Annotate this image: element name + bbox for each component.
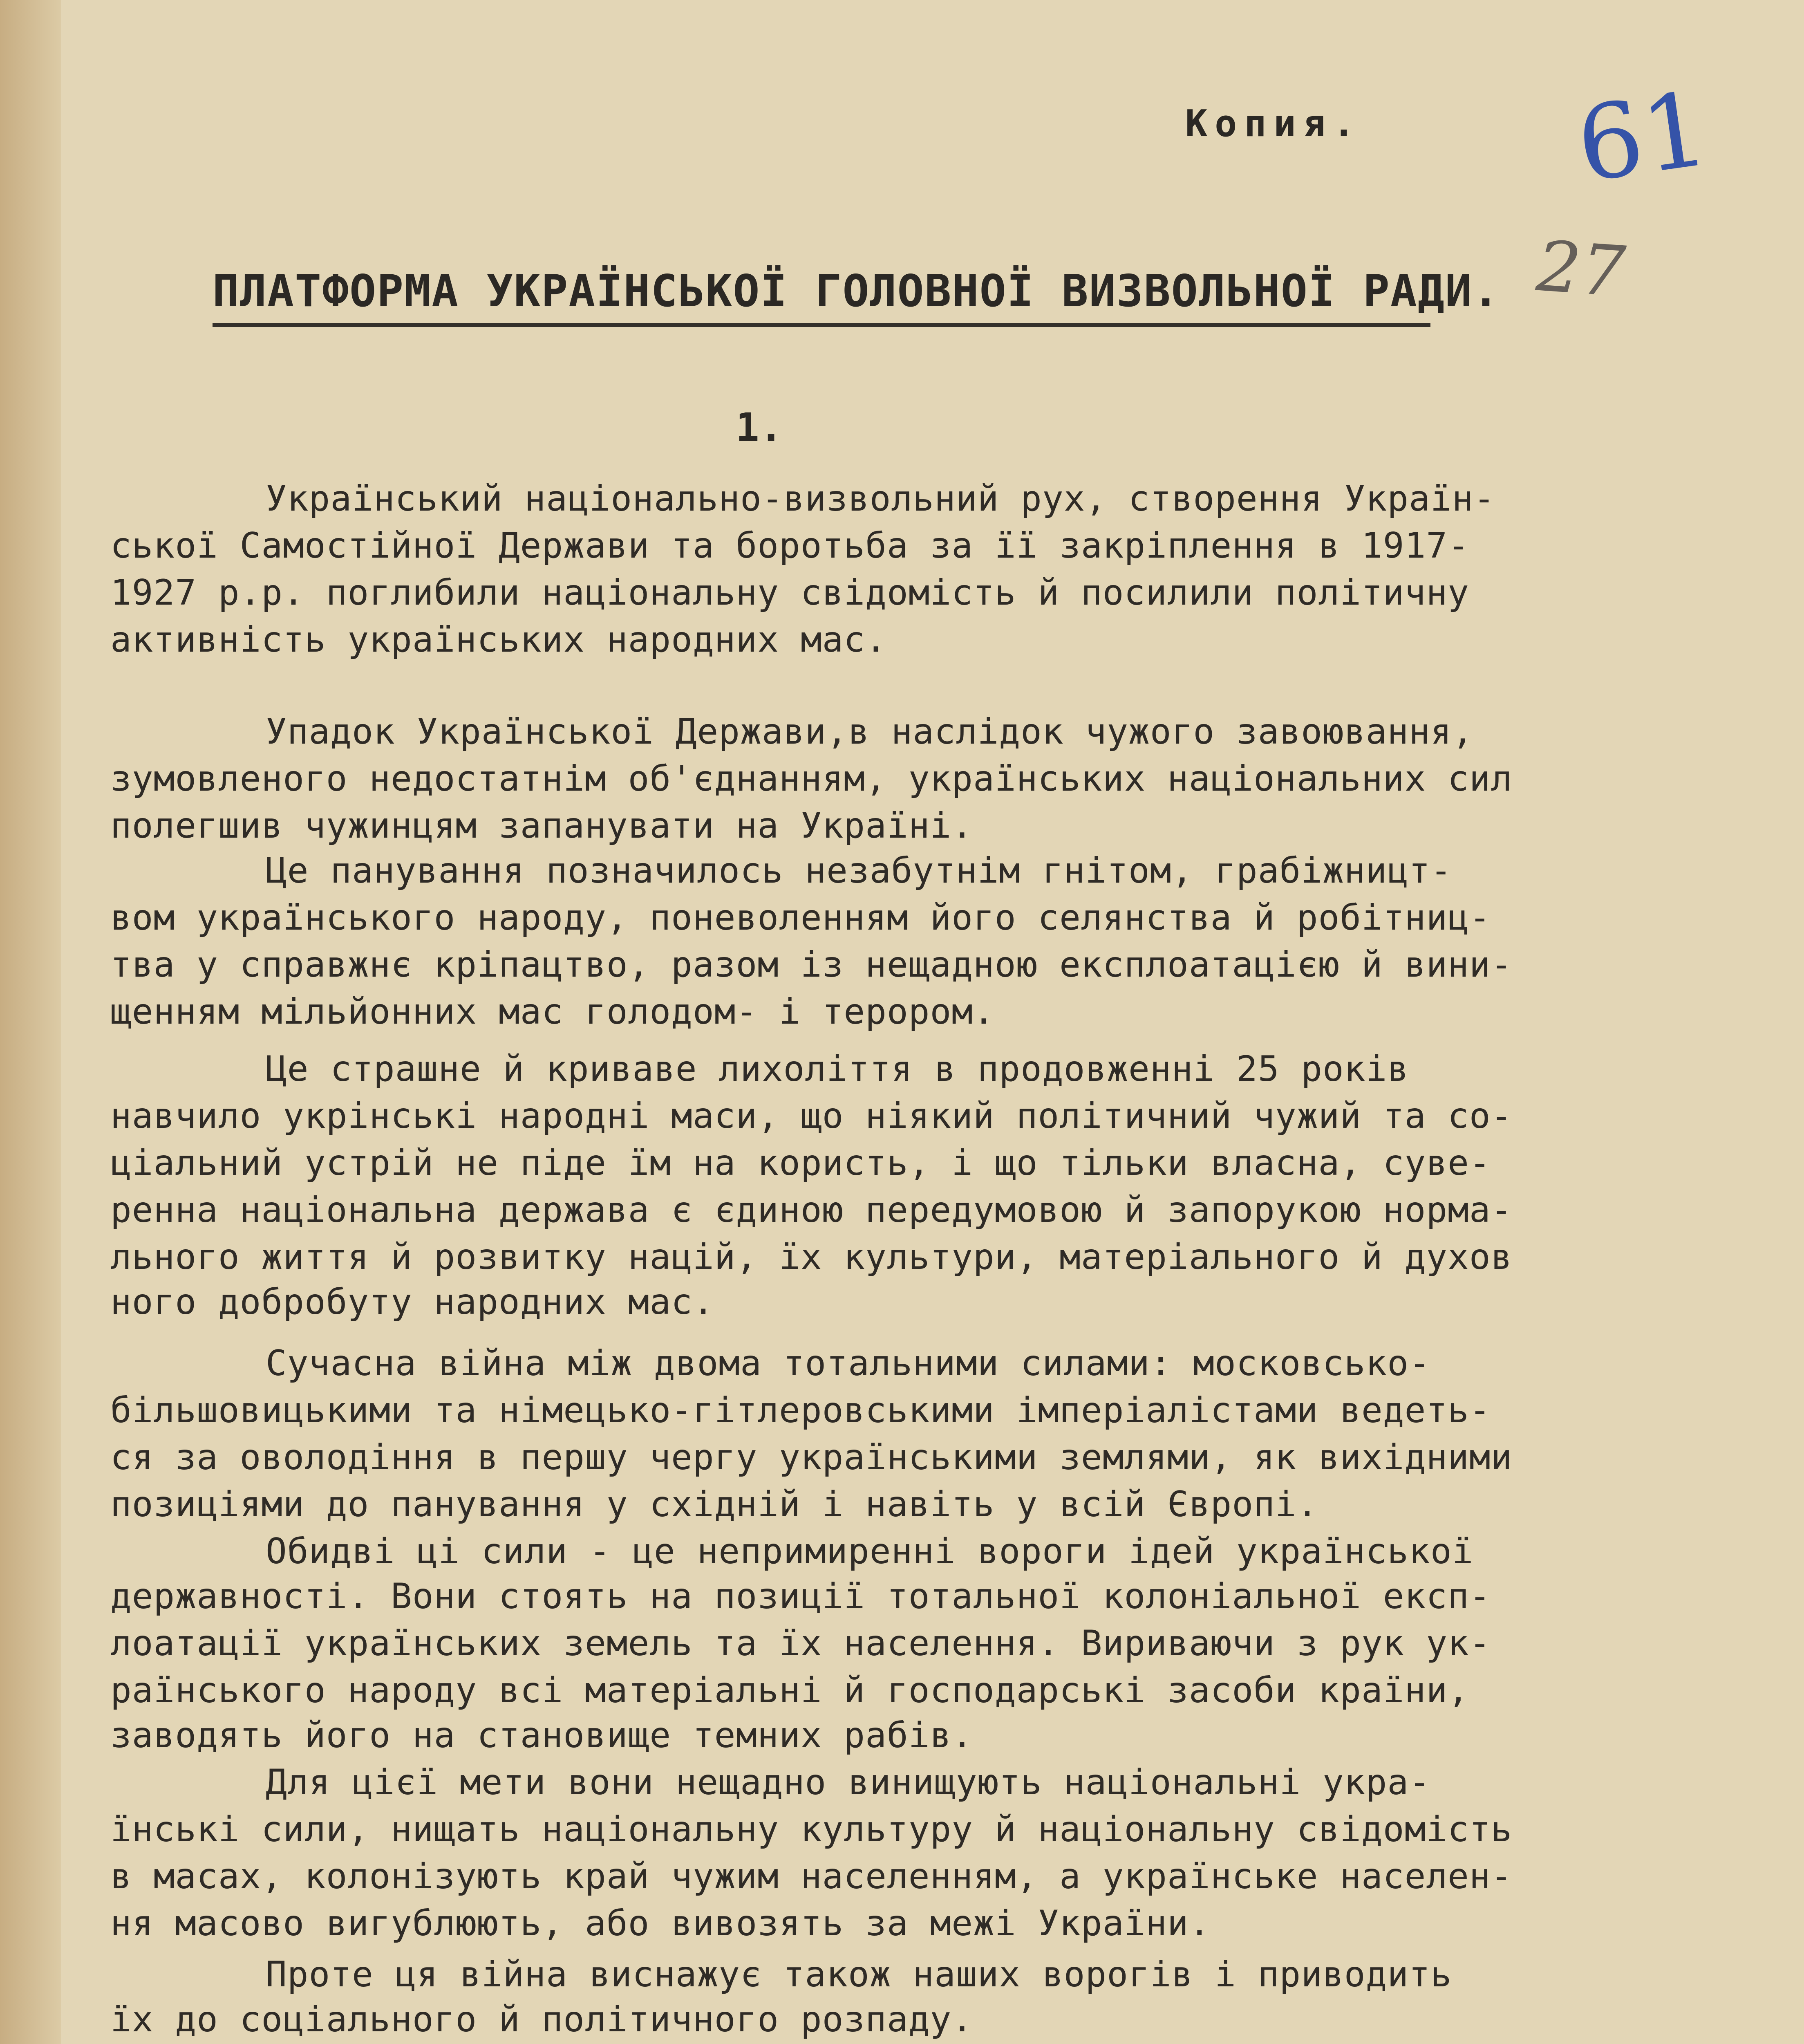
text-line: Обидві ці сили - це непримиренні вороги ідей української	[266, 1531, 1474, 1572]
text-line: вом українського народу, поневоленням його селянства й робітниц-	[110, 897, 1491, 938]
text-line: льного життя й розвитку націй, їх культури, матеріального й духов	[110, 1237, 1513, 1278]
pencil-page-number: 27	[1534, 226, 1628, 313]
text-line: Це страшне й криваве лихоліття в продовженні 25 років	[266, 1049, 1409, 1089]
text-line: позиціями до панування у східній і навіть у всій Європі.	[110, 1484, 1318, 1525]
text-line: ціальний устрій не піде їм на користь, і що тільки власна, суве-	[110, 1143, 1491, 1183]
text-line: полегшив чужинцям запанувати на Україні.	[110, 805, 974, 846]
text-line: Це панування позначилось незабутнім гнітом, грабіжницт-	[266, 850, 1452, 891]
text-line: Сучасна війна між двома тотальними силами: московсько-	[266, 1343, 1430, 1384]
text-line: їх до соціального й політичного розпаду.	[110, 1999, 974, 2040]
text-line: щенням мільйонних мас голодом- і терором.	[110, 991, 995, 1032]
text-line: раїнського народу всі матеріальні й господарські засоби країни,	[110, 1670, 1469, 1711]
copy-header: Копия.	[1185, 102, 1363, 145]
handwritten-page-number: 61	[1570, 69, 1715, 205]
text-line: їнські сили, нищать національну культуру й національну свідомість	[110, 1809, 1513, 1850]
text-line: державності. Вони стоять на позиції тотальної колоніальної експ-	[110, 1576, 1491, 1617]
text-line: заводять його на становище темних рабів.	[110, 1715, 974, 1756]
text-line: навчило укрінські народні маси, що ніякий політичний чужий та со-	[110, 1096, 1513, 1136]
title-underline	[213, 323, 1430, 327]
text-line: тва у справжнє кріпацтво, разом із нещадною експлоатацією й вини-	[110, 944, 1513, 985]
page-edge	[0, 0, 61, 2044]
text-line: ренна національна держава є єдиною передумовою й запорукою норма-	[110, 1190, 1513, 1230]
text-line: лоатації українських земель та їх населення. Вириваючи з рук ук-	[110, 1623, 1491, 1664]
text-line: зумовленого недостатнім об'єднанням, українських національних сил	[110, 758, 1513, 799]
section-number: 1.	[736, 405, 783, 450]
text-line: Для цієї мети вони нещадно винищують національні укра-	[266, 1762, 1430, 1803]
text-line: ня масово вигублюють, або вивозять за межі України.	[110, 1903, 1211, 1944]
text-line: ської Самостійної Держави та боротьба за її закріплення в 1917-	[110, 525, 1469, 566]
text-line: ного добробуту народних мас.	[110, 1282, 714, 1322]
text-line: в масах, колонізують край чужим населенням, а українське населен-	[110, 1856, 1513, 1897]
text-line: Проте ця війна виснажує також наших ворогів і приводить	[266, 1954, 1452, 1995]
text-line: Український національно-визвольний рух, створення Україн-	[266, 478, 1495, 519]
text-line: 1927 р.р. поглибили національну свідомість й посилили політичну	[110, 572, 1469, 613]
document-title: ПЛАТФОРМА УКРАЇНСЬКОЇ ГОЛОВНОЇ ВИЗВОЛЬНОЇ РАДИ.	[213, 266, 1500, 317]
text-line: Упадок Української Держави,в наслідок чужого завоювання,	[266, 711, 1474, 752]
text-line: активність українських народних мас.	[110, 619, 887, 660]
text-line: більшовицькими та німецько-гітлеровськими імперіалістами ведеть-	[110, 1390, 1491, 1431]
text-line: ся за оволодіння в першу чергу українськими землями, як вихідними	[110, 1437, 1513, 1478]
